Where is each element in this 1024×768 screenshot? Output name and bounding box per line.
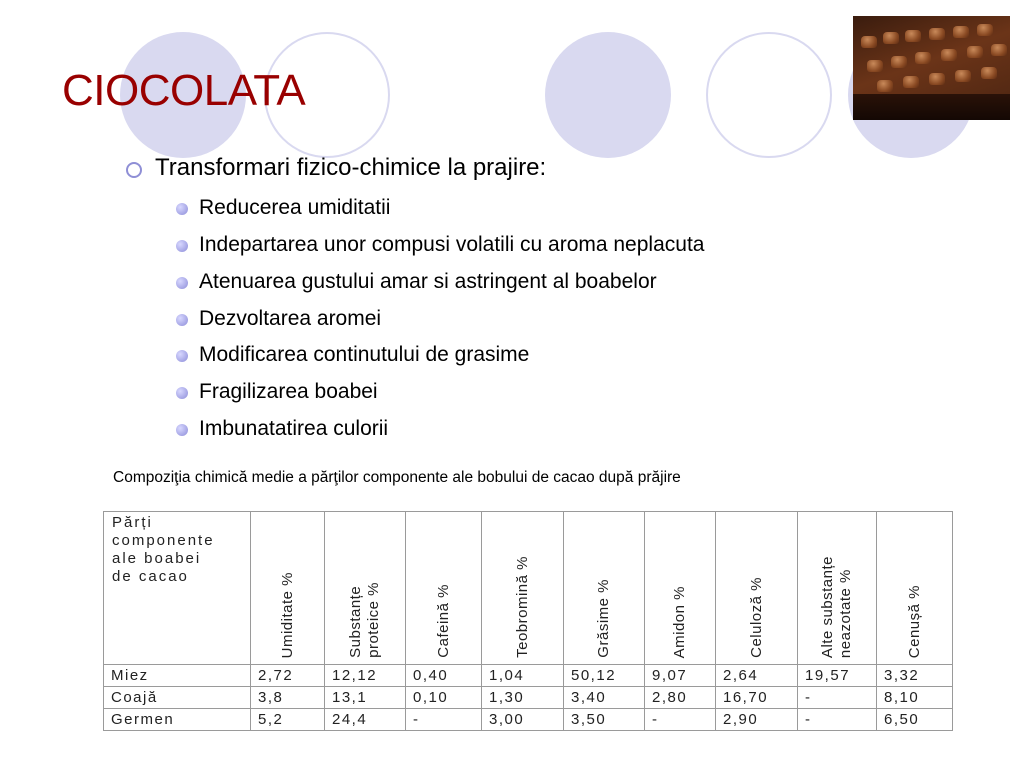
row-label: Germen: [104, 709, 251, 731]
column-header-text: [514, 548, 532, 664]
column-header: [564, 512, 645, 665]
table-cell: 13,1: [325, 687, 406, 709]
table-cell: 2,64: [716, 665, 798, 687]
sub-bullet-text: Reducerea umiditatii: [199, 196, 391, 219]
column-header: [645, 512, 716, 665]
decor-circle-2: [545, 32, 671, 158]
table-cell: 0,10: [406, 687, 482, 709]
table-cell: 1,30: [482, 687, 564, 709]
table-row: [104, 665, 953, 687]
column-header-line: Substanțe: [347, 585, 364, 658]
table-cell: 0,40: [406, 665, 482, 687]
composition-table-wrap: [103, 511, 953, 731]
table-cell: 3,8: [251, 687, 325, 709]
table-row: [104, 687, 953, 709]
column-header-text: [748, 569, 766, 664]
ring-bullet-icon: [126, 162, 142, 178]
table-cell: 3,50: [564, 709, 645, 731]
column-header-line: Teobromină %: [513, 556, 531, 658]
dot-bullet-icon: [176, 350, 188, 362]
table-cell: 2,72: [251, 665, 325, 687]
table-caption: Compoziţia chimică medie a părţilor componente ale bobului de cacao după prăjire: [113, 469, 681, 486]
column-header-line: proteice %: [365, 582, 382, 658]
column-header-line: Cenușă %: [905, 584, 923, 658]
column-header-text: [347, 574, 383, 664]
column-header-text: [595, 571, 613, 664]
corner-header-line: Părți: [112, 514, 153, 531]
table-cell: 3,00: [482, 709, 564, 731]
composition-table: [103, 511, 953, 731]
main-bullet-text: Transformari fizico-chimice la prajire:: [155, 154, 547, 181]
table-cell: 9,07: [645, 665, 716, 687]
sub-bullet-text: Dezvoltarea aromei: [199, 307, 382, 330]
chocolate-photo: [853, 16, 1010, 120]
sub-bullet-text: Fragilizarea boabei: [199, 380, 378, 403]
table-cell: -: [406, 709, 482, 731]
column-header: [251, 512, 325, 665]
column-header-line: Alte substanțe: [819, 555, 836, 658]
table-cell: 6,50: [877, 709, 953, 731]
column-header-text: [279, 564, 297, 664]
sub-bullet-text: Indepartarea unor compusi volatili cu aroma neplacuta: [199, 233, 705, 256]
column-header-line: Umiditate %: [278, 571, 296, 658]
table-cell: -: [645, 709, 716, 731]
table-cell: 19,57: [798, 665, 877, 687]
sub-bullet-text: Atenuarea gustului amar si astringent al boabelor: [199, 270, 657, 293]
corner-header: [104, 512, 251, 665]
table-header-row: [104, 512, 953, 665]
sub-bullet-text: Imbunatatirea culorii: [199, 417, 389, 440]
corner-header-line: ale boabei: [112, 550, 202, 567]
dot-bullet-icon: [176, 314, 188, 326]
table-cell: 50,12: [564, 665, 645, 687]
column-header: [406, 512, 482, 665]
dot-bullet-icon: [176, 240, 188, 252]
dot-bullet-icon: [176, 387, 188, 399]
column-header-text: [435, 576, 453, 664]
decor-ring-2: [706, 32, 832, 158]
dot-bullet-icon: [176, 424, 188, 436]
column-header: [716, 512, 798, 665]
row-label: Miez: [104, 665, 251, 687]
slide-title: CIOCOLATA: [62, 66, 306, 115]
column-header: [482, 512, 564, 665]
column-header-line: Amidon %: [671, 585, 688, 658]
table-cell: 16,70: [716, 687, 798, 709]
table-cell: 5,2: [251, 709, 325, 731]
table-cell: -: [798, 709, 877, 731]
table-cell: 12,12: [325, 665, 406, 687]
table-cell: 2,90: [716, 709, 798, 731]
table-cell: 3,32: [877, 665, 953, 687]
table-cell: 2,80: [645, 687, 716, 709]
column-header-line: neazotate %: [837, 569, 854, 658]
table-row: [104, 709, 953, 731]
table-cell: 8,10: [877, 687, 953, 709]
sub-bullet-text: Modificarea continutului de grasime: [199, 343, 530, 366]
column-header-text: [819, 548, 855, 664]
table-cell: -: [798, 687, 877, 709]
corner-header-line: de cacao: [112, 568, 189, 585]
column-header-text: [671, 578, 689, 664]
column-header: [798, 512, 877, 665]
dot-bullet-icon: [176, 203, 188, 215]
row-label: Coajă: [104, 687, 251, 709]
column-header-line: Cafeină %: [434, 584, 452, 658]
column-header-line: Celuloză %: [747, 577, 765, 658]
table-cell: 3,40: [564, 687, 645, 709]
dot-bullet-icon: [176, 277, 188, 289]
table-cell: 1,04: [482, 665, 564, 687]
column-header-line: Grăsime %: [595, 579, 612, 658]
corner-header-line: componente: [112, 532, 215, 549]
column-header-text: [906, 577, 924, 664]
column-header: [877, 512, 953, 665]
table-cell: 24,4: [325, 709, 406, 731]
column-header: [325, 512, 406, 665]
